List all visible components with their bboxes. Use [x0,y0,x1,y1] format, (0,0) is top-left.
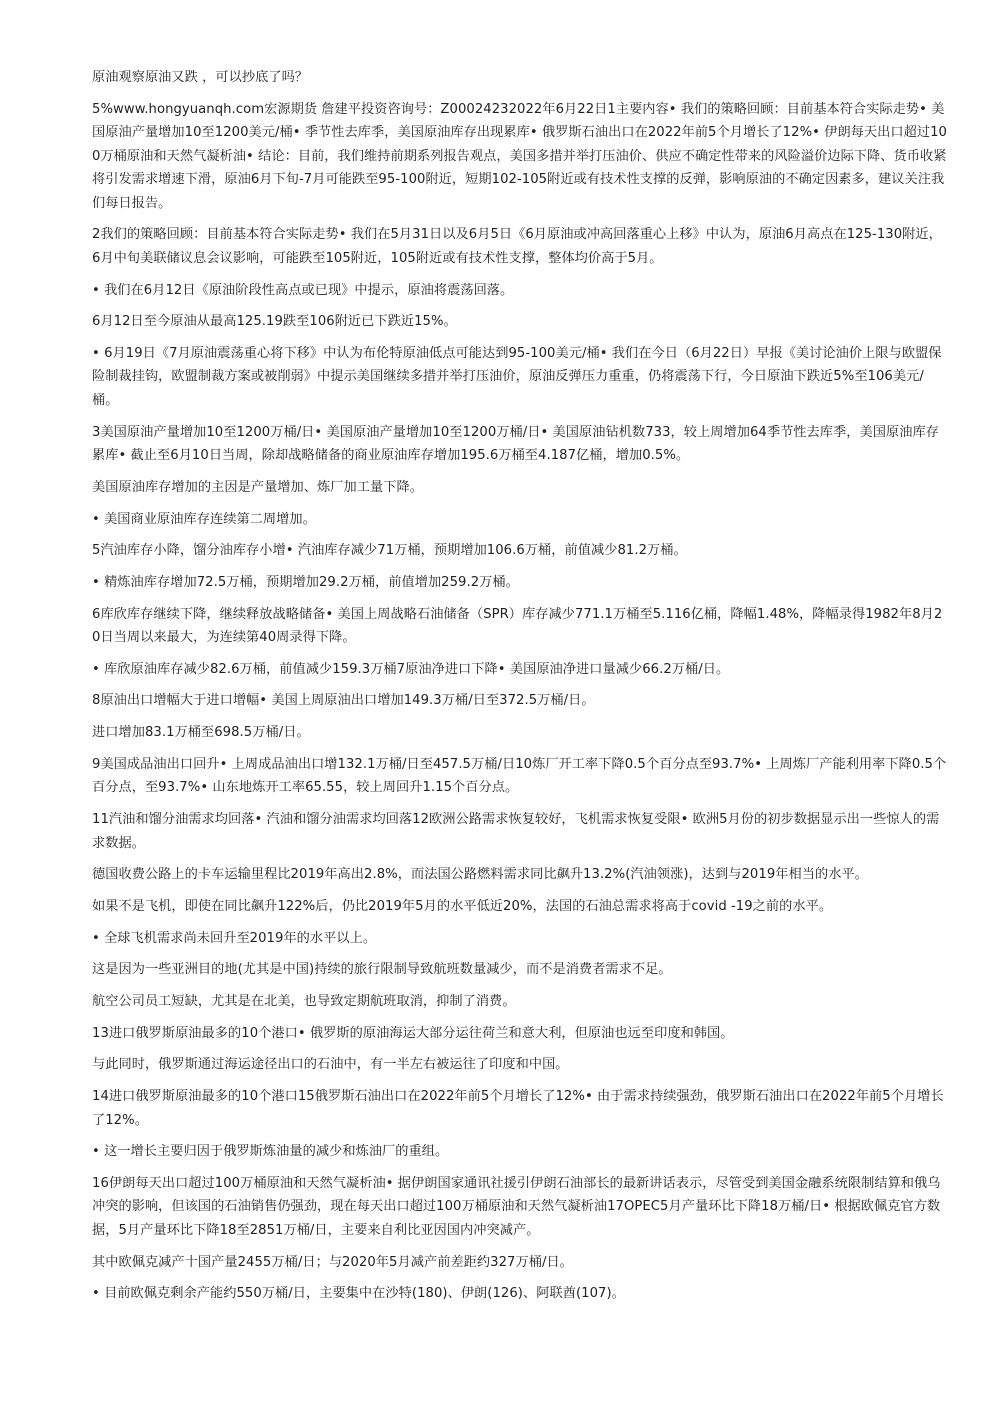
paragraph: • 目前欧佩克剩余产能约550万桶/日，主要集中在沙特(180)、伊朗(126)、阿联酋(107)。 [92,1286,625,1302]
paragraph: 6库欣库存继续下降，继续释放战略储备• 美国上周战略石油储备（SPR）库存减少771.1万桶至5.116亿桶，降幅1.48%，降幅录得1982年8月20日当周以来最大，为连续第40周录得下降。 [92,606,943,646]
paragraph: 16伊朗每天出口超过100万桶原油和天然气凝析油• 据伊朗国家通讯社援引伊朗石油部长的最新讲话表示，尽管受到美国金融系统限制结算和俄乌冲突的影响，但该国的石油销售仍强劲，现在每天出口超过100万桶原油和天然气凝析油17OPEC5月产量环比下降18万桶/日• 根据欧佩克官方数据，5月产量环比下降18至2851万桶/日，主要来自利比亚因国内冲突减产。 [92,1175,941,1238]
paragraph: 14进口俄罗斯原油最多的10个港口15俄罗斯石油出口在2022年前5个月增长了12%• 由于需求持续强劲，俄罗斯石油出口在2022年前5个月增长了12%。 [92,1089,944,1128]
paragraph: 5%www.hongyuanqh.com宏源期货 詹建平投资咨询号：Z00024232022年6月22日1主要内容• 我们的策略回顾：目前基本符合实际走势• 美国原油产量增加10至1200美元/桶• 季节性去库季，美国原油库存出现累库• 俄罗斯石油出口在2022年前5个月增长了12%• 伊朗每天出口超过100万桶原油和天然气凝析油• 结论：目前，我们维持前期系列报告观点，美国多措并举打压油价、供应不确定性带来的风险溢价边际下降、货币收紧将引发需求增速下滑，原油6月下旬-7月可能跌至95-100附近，短期102-105附近或有技术性支撑的反弹，影响原油的不确定因素多，建议关注我们每日报告。 [92,101,947,211]
paragraph: 5汽油库存小降，馏分油库存小增• 汽油库存减少71万桶，预期增加106.6万桶，前值减少81.2万桶。 [92,543,687,559]
paragraph: 进口增加83.1万桶至698.5万桶/日。 [92,725,310,741]
paragraph: 与此同时，俄罗斯通过海运途径出口的石油中，有一半左右被运往了印度和中国。 [92,1057,569,1073]
paragraph: • 库欣原油库存减少82.6万桶，前值减少159.3万桶7原油净进口下降• 美国原油净进口量减少66.2万桶/日。 [92,661,730,677]
paragraph: 6月12日至今原油从最高125.19跌至106附近已下跌近15%。 [92,314,457,330]
paragraph: 这是因为一些亚洲目的地(尤其是中国)持续的旅行限制导致航班数量减少，而不是消费者需求不足。 [92,962,672,978]
paragraph: • 我们在6月12日《原油阶段性高点或已现》中提示，原油将震荡回落。 [92,282,514,298]
paragraph: 9美国成品油出口回升• 上周成品油出口增132.1万桶/日至457.5万桶/日10炼厂开工率下降0.5个百分点至93.7%• 上周炼厂产能利用率下降0.5个百分点，至93.7%• 山东地炼开工率65.55，较上周回升1.15个百分点。 [92,756,947,796]
paragraph: 航空公司员工短缺，尤其是在北美，也导致定期航班取消，抑制了消费。 [92,993,516,1009]
paragraph: • 6月19日《7月原油震荡重心将下移》中认为布伦特原油低点可能达到95-100美元/桶• 我们在今日（6月22日）早报《美讨论油价上限与欧盟保险制裁挂钩，欧盟制裁方案或被削弱》中提示美国继续多措并举打压油价，原油反弹压力重重，仍将震荡下行，今日原油下跌近5%至106美元/桶。 [92,345,942,408]
paragraph: 3美国原油产量增加10至1200万桶/日• 美国原油产量增加10至1200万桶/日• 美国原油钻机数733，较上周增加64季节性去库季，美国原油库存累库• 截止至6月10日当周，除却战略储备的商业原油库存增加195.6万桶至4.187亿桶，增加0.5%。 [92,424,939,464]
paragraph: 13进口俄罗斯原油最多的10个港口• 俄罗斯的原油海运大部分运往荷兰和意大利，但原油也远至印度和韩国。 [92,1025,734,1041]
paragraph: 如果不是飞机，即使在同比飙升122%后，仍比2019年5月的水平低近20%，法国的石油总需求将高于covid -19之前的水平。 [92,898,833,914]
paragraph: • 美国商业原油库存连续第二周增加。 [92,511,316,527]
paragraph: 美国原油库存增加的主因是产量增加、炼厂加工量下降。 [92,479,423,495]
document-title: 原油观察原油又跌 ，可以抄底了吗？ [92,70,309,85]
paragraph: • 精炼油库存增加72.5万桶，预期增加29.2万桶，前值增加259.2万桶。 [92,574,519,590]
paragraph: • 全球飞机需求尚未回升至2019年的水平以上。 [92,930,377,946]
paragraph: 2我们的策略回顾：目前基本符合实际走势• 我们在5月31日以及6月5日《6月原油或冲高回落重心上移》中认为，原油6月高点在125-130附近，6月中旬美联储议息会议影响，可能跌至105附近，105附近或有技术性支撑，整体均价高于5月。 [92,227,942,266]
paragraph: 其中欧佩克减产十国产量2455万桶/日；与2020年5月减产前差距约327万桶/日。 [92,1254,573,1270]
paragraph: 德国收费公路上的卡车运输里程比2019年高出2.8%，而法国公路燃料需求同比飙升13.2%(汽油领涨)，达到与2019年相当的水平。 [92,867,868,883]
paragraph: • 这一增长主要归因于俄罗斯炼油量的减少和炼油厂的重组。 [92,1144,449,1160]
paragraph: 11汽油和馏分油需求均回落• 汽油和馏分油需求均回落12欧洲公路需求恢复较好，飞机需求恢复受限• 欧洲5月份的初步数据显示出一些惊人的需求数据。 [92,812,940,851]
paragraph: 8原油出口增幅大于进口增幅• 美国上周原油出口增加149.3万桶/日至372.5万桶/日。 [92,693,595,709]
document-body [92,66,948,1314]
